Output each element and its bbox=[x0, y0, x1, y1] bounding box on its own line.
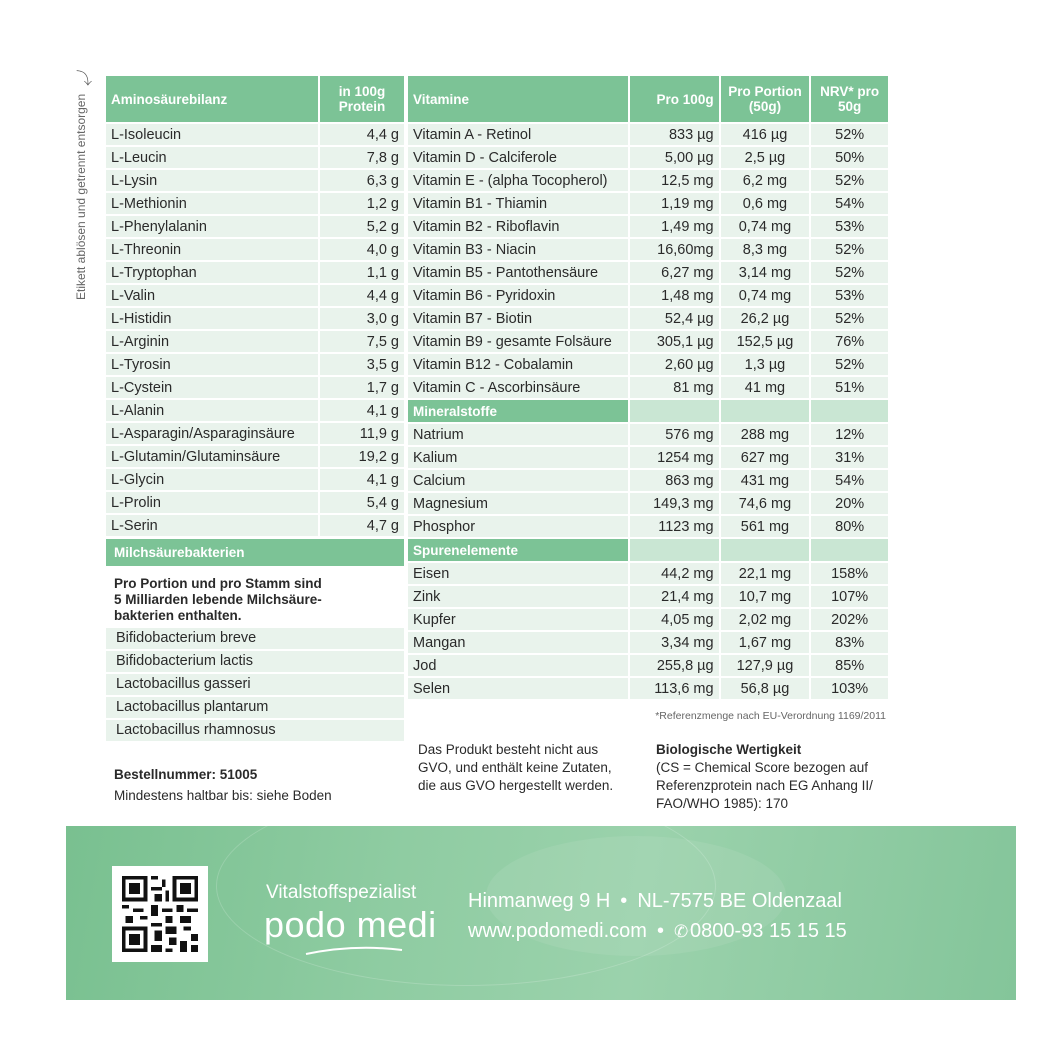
table-row bbox=[408, 493, 888, 514]
section-header-row bbox=[408, 400, 888, 422]
vitamins-portion: 3,14 mg bbox=[721, 262, 810, 283]
list-item: Bifidobacterium lactis bbox=[106, 651, 404, 672]
trace-portion: 22,1 mg bbox=[721, 563, 810, 584]
vitamins-nrv: 53% bbox=[811, 285, 888, 306]
trace-portion: 56,8 µg bbox=[721, 678, 810, 699]
amino-value: 1,7 g bbox=[320, 377, 404, 398]
amino-value: 1,1 g bbox=[320, 262, 404, 283]
bio-body: (CS = Chemical Score bezogen auf Referenzprotein nach EG Anhang II/ FAO/WHO 1985): 170 bbox=[656, 760, 873, 811]
amino-name: L-Glutamin/Glutaminsäure bbox=[106, 446, 318, 467]
trace-name: Kupfer bbox=[408, 609, 628, 630]
table-row bbox=[408, 308, 888, 329]
minerals-per100: 1123 mg bbox=[630, 516, 719, 537]
bacteria-section bbox=[106, 539, 404, 743]
trace-name: Selen bbox=[408, 678, 628, 699]
phone-number[interactable]: 0800-93 15 15 15 bbox=[689, 920, 847, 942]
vitamins-nrv: 50% bbox=[811, 147, 888, 168]
minerals-name: Kalium bbox=[408, 447, 628, 468]
table-row bbox=[106, 193, 404, 214]
vitamin-header-per100: Pro 100g bbox=[630, 76, 719, 122]
trace-per100: 255,8 µg bbox=[630, 655, 719, 676]
table-row bbox=[106, 147, 404, 168]
minerals-name: Natrium bbox=[408, 424, 628, 445]
address-city: NL-7575 BE Oldenzaal bbox=[637, 890, 842, 912]
arrow-icon: ⤵ bbox=[76, 71, 93, 88]
vitamins-name: Vitamin B9 - gesamte Folsäure bbox=[408, 331, 628, 352]
table-row bbox=[408, 655, 888, 676]
table-row bbox=[408, 216, 888, 237]
table-row bbox=[106, 239, 404, 260]
footer-banner bbox=[66, 826, 1016, 1000]
address-line bbox=[468, 890, 842, 913]
amino-name: L-Cystein bbox=[106, 377, 318, 398]
trace-nrv: 103% bbox=[811, 678, 888, 699]
table-row bbox=[106, 262, 404, 283]
table-row bbox=[106, 400, 404, 421]
amino-value: 7,5 g bbox=[320, 331, 404, 352]
vitamins-per100: 1,48 mg bbox=[630, 285, 719, 306]
amino-value: 4,1 g bbox=[320, 400, 404, 421]
trace-portion: 2,02 mg bbox=[721, 609, 810, 630]
minerals-portion: 74,6 mg bbox=[721, 493, 810, 514]
footnote: *Referenzmenge nach EU-Verordnung 1169/2011 bbox=[655, 710, 886, 722]
vitamins-name: Vitamin E - (alpha Tocopherol) bbox=[408, 170, 628, 191]
trace-name: Jod bbox=[408, 655, 628, 676]
table-row bbox=[408, 262, 888, 283]
amino-header-value: in 100g Protein bbox=[320, 76, 404, 122]
vitamins-nrv: 52% bbox=[811, 170, 888, 191]
header-cell-blank bbox=[630, 539, 719, 561]
list-item: Lactobacillus plantarum bbox=[106, 697, 404, 718]
vitamins-portion: 6,2 mg bbox=[721, 170, 810, 191]
amino-name: L-Alanin bbox=[106, 400, 318, 421]
vitamins-nrv: 76% bbox=[811, 331, 888, 352]
vitamins-nrv: 52% bbox=[811, 354, 888, 375]
minerals-nrv: 31% bbox=[811, 447, 888, 468]
minerals-per100: 576 mg bbox=[630, 424, 719, 445]
trace-per100: 113,6 mg bbox=[630, 678, 719, 699]
minerals-per100: 1254 mg bbox=[630, 447, 719, 468]
vitamins-per100: 2,60 µg bbox=[630, 354, 719, 375]
trace-portion: 127,9 µg bbox=[721, 655, 810, 676]
amino-acid-table bbox=[104, 74, 406, 538]
amino-name: L-Serin bbox=[106, 515, 318, 536]
vitamin-mineral-table bbox=[406, 74, 890, 701]
amino-value: 3,5 g bbox=[320, 354, 404, 375]
table-row bbox=[106, 285, 404, 306]
vitamins-name: Vitamin B7 - Biotin bbox=[408, 308, 628, 329]
amino-value: 4,0 g bbox=[320, 239, 404, 260]
amino-value: 5,4 g bbox=[320, 492, 404, 513]
vitamins-name: Vitamin B5 - Pantothensäure bbox=[408, 262, 628, 283]
bio-value bbox=[656, 741, 896, 813]
bacteria-header: Milchsäurebakterien bbox=[106, 539, 404, 566]
vitamin-header-portion: Pro Portion (50g) bbox=[721, 76, 810, 122]
amino-name: L-Phenylalanin bbox=[106, 216, 318, 237]
table-row bbox=[408, 424, 888, 445]
header-cell-blank bbox=[721, 400, 810, 422]
vitamins-nrv: 53% bbox=[811, 216, 888, 237]
trace-header: Spurenelemente bbox=[408, 539, 628, 561]
vitamins-per100: 305,1 µg bbox=[630, 331, 719, 352]
trace-per100: 21,4 mg bbox=[630, 586, 719, 607]
vitamins-nrv: 52% bbox=[811, 308, 888, 329]
amino-value: 11,9 g bbox=[320, 423, 404, 444]
vitamins-name: Vitamin C - Ascorbinsäure bbox=[408, 377, 628, 398]
list-item: Bifidobacterium breve bbox=[106, 628, 404, 649]
amino-value: 19,2 g bbox=[320, 446, 404, 467]
amino-value: 7,8 g bbox=[320, 147, 404, 168]
vitamins-portion: 0,6 mg bbox=[721, 193, 810, 214]
vitamins-portion: 1,3 µg bbox=[721, 354, 810, 375]
table-row bbox=[408, 632, 888, 653]
table-row bbox=[408, 354, 888, 375]
vitamin-header-nrv: NRV* pro 50g bbox=[811, 76, 888, 122]
minerals-per100: 149,3 mg bbox=[630, 493, 719, 514]
table-row bbox=[408, 609, 888, 630]
amino-name: L-Valin bbox=[106, 285, 318, 306]
amino-value: 4,7 g bbox=[320, 515, 404, 536]
table-row bbox=[106, 423, 404, 444]
vitamins-portion: 2,5 µg bbox=[721, 147, 810, 168]
vitamins-per100: 833 µg bbox=[630, 124, 719, 145]
table-row bbox=[408, 239, 888, 260]
vitamins-nrv: 52% bbox=[811, 124, 888, 145]
trace-name: Eisen bbox=[408, 563, 628, 584]
vitamins-per100: 16,60mg bbox=[630, 239, 719, 260]
vitamins-portion: 41 mg bbox=[721, 377, 810, 398]
header-cell-blank bbox=[630, 400, 719, 422]
amino-name: L-Isoleucin bbox=[106, 124, 318, 145]
trace-nrv: 158% bbox=[811, 563, 888, 584]
phone-icon: ✆ bbox=[673, 922, 689, 941]
trace-per100: 3,34 mg bbox=[630, 632, 719, 653]
amino-name: L-Tryptophan bbox=[106, 262, 318, 283]
table-row bbox=[408, 147, 888, 168]
table-row bbox=[106, 216, 404, 237]
trace-nrv: 85% bbox=[811, 655, 888, 676]
amino-name: L-Tyrosin bbox=[106, 354, 318, 375]
vitamins-portion: 26,2 µg bbox=[721, 308, 810, 329]
brand-tagline: Vitalstoffspezialist bbox=[266, 882, 417, 903]
vitamins-per100: 6,27 mg bbox=[630, 262, 719, 283]
table-row bbox=[408, 170, 888, 191]
trace-name: Mangan bbox=[408, 632, 628, 653]
section-header-row bbox=[408, 539, 888, 561]
trace-per100: 4,05 mg bbox=[630, 609, 719, 630]
amino-name: L-Glycin bbox=[106, 469, 318, 490]
amino-value: 4,4 g bbox=[320, 124, 404, 145]
qr-code-icon[interactable] bbox=[112, 866, 208, 962]
vitamins-portion: 0,74 mg bbox=[721, 216, 810, 237]
amino-value: 4,4 g bbox=[320, 285, 404, 306]
minerals-header: Mineralstoffe bbox=[408, 400, 628, 422]
trace-portion: 1,67 mg bbox=[721, 632, 810, 653]
vitamins-name: Vitamin A - Retinol bbox=[408, 124, 628, 145]
trace-nrv: 83% bbox=[811, 632, 888, 653]
trace-per100: 44,2 mg bbox=[630, 563, 719, 584]
vitamins-name: Vitamin B1 - Thiamin bbox=[408, 193, 628, 214]
minerals-name: Magnesium bbox=[408, 493, 628, 514]
table-row bbox=[408, 516, 888, 537]
table-row bbox=[408, 470, 888, 491]
minerals-name: Calcium bbox=[408, 470, 628, 491]
vitamins-name: Vitamin B3 - Niacin bbox=[408, 239, 628, 260]
table-row bbox=[106, 354, 404, 375]
minerals-portion: 561 mg bbox=[721, 516, 810, 537]
table-row bbox=[408, 447, 888, 468]
order-info bbox=[114, 764, 332, 806]
amino-name: L-Threonin bbox=[106, 239, 318, 260]
trace-nrv: 202% bbox=[811, 609, 888, 630]
table-row bbox=[106, 124, 404, 145]
amino-value: 1,2 g bbox=[320, 193, 404, 214]
vitamins-name: Vitamin B12 - Cobalamin bbox=[408, 354, 628, 375]
amino-name: L-Arginin bbox=[106, 331, 318, 352]
bio-title: Biologische Wertigkeit bbox=[656, 742, 802, 757]
trace-portion: 10,7 mg bbox=[721, 586, 810, 607]
minerals-per100: 863 mg bbox=[630, 470, 719, 491]
amino-name: L-Histidin bbox=[106, 308, 318, 329]
list-item: Lactobacillus gasseri bbox=[106, 674, 404, 695]
logo-swoosh-icon bbox=[304, 946, 404, 956]
header-cell-blank bbox=[811, 400, 888, 422]
amino-value: 3,0 g bbox=[320, 308, 404, 329]
order-number: Bestellnummer: 51005 bbox=[114, 767, 258, 782]
table-row bbox=[408, 586, 888, 607]
table-row bbox=[106, 331, 404, 352]
amino-name: L-Methionin bbox=[106, 193, 318, 214]
website-link[interactable]: www.podomedi.com bbox=[468, 920, 647, 942]
header-cell-blank bbox=[721, 539, 810, 561]
trace-name: Zink bbox=[408, 586, 628, 607]
vitamins-nrv: 52% bbox=[811, 239, 888, 260]
vitamins-per100: 12,5 mg bbox=[630, 170, 719, 191]
vitamin-header-name: Vitamine bbox=[408, 76, 628, 122]
minerals-nrv: 54% bbox=[811, 470, 888, 491]
amino-name: L-Asparagin/Asparaginsäure bbox=[106, 423, 318, 444]
table-row bbox=[408, 193, 888, 214]
table-row bbox=[106, 515, 404, 536]
amino-name: L-Lysin bbox=[106, 170, 318, 191]
table-row bbox=[106, 446, 404, 467]
vitamins-nrv: 51% bbox=[811, 377, 888, 398]
table-row bbox=[106, 308, 404, 329]
vitamins-portion: 416 µg bbox=[721, 124, 810, 145]
vitamins-nrv: 52% bbox=[811, 262, 888, 283]
brand-logo: podo medi bbox=[264, 904, 437, 945]
trace-nrv: 107% bbox=[811, 586, 888, 607]
minerals-portion: 627 mg bbox=[721, 447, 810, 468]
vitamins-name: Vitamin B2 - Riboflavin bbox=[408, 216, 628, 237]
header-cell-blank bbox=[811, 539, 888, 561]
vitamins-per100: 1,49 mg bbox=[630, 216, 719, 237]
minerals-nrv: 80% bbox=[811, 516, 888, 537]
minerals-nrv: 12% bbox=[811, 424, 888, 445]
side-note: Etikett ablösen und getrennt entsorgen bbox=[74, 93, 88, 300]
table-row bbox=[408, 331, 888, 352]
bacteria-intro: Pro Portion und pro Stamm sind 5 Milliarden lebende Milchsäure- bakterien enthalten. bbox=[114, 576, 322, 623]
amino-value: 6,3 g bbox=[320, 170, 404, 191]
minerals-portion: 431 mg bbox=[721, 470, 810, 491]
table-row bbox=[106, 170, 404, 191]
vitamins-per100: 81 mg bbox=[630, 377, 719, 398]
vitamins-per100: 5,00 µg bbox=[630, 147, 719, 168]
list-item: Lactobacillus rhamnosus bbox=[106, 720, 404, 741]
minerals-portion: 288 mg bbox=[721, 424, 810, 445]
contact-line bbox=[468, 920, 847, 943]
amino-name: L-Prolin bbox=[106, 492, 318, 513]
table-row bbox=[106, 377, 404, 398]
table-row bbox=[408, 285, 888, 306]
vitamins-portion: 0,74 mg bbox=[721, 285, 810, 306]
bacteria-list bbox=[106, 628, 404, 741]
amino-value: 4,1 g bbox=[320, 469, 404, 490]
vitamins-portion: 152,5 µg bbox=[721, 331, 810, 352]
amino-value: 5,2 g bbox=[320, 216, 404, 237]
vitamins-name: Vitamin B6 - Pyridoxin bbox=[408, 285, 628, 306]
minerals-nrv: 20% bbox=[811, 493, 888, 514]
vitamins-portion: 8,3 mg bbox=[721, 239, 810, 260]
table-row bbox=[106, 469, 404, 490]
table-row bbox=[408, 563, 888, 584]
gvo-statement: Das Produkt besteht nicht aus GVO, und enthält keine Zutaten, die aus GVO hergestellt werden. bbox=[418, 742, 614, 793]
vitamins-per100: 52,4 µg bbox=[630, 308, 719, 329]
shelf-life: Mindestens haltbar bis: siehe Boden bbox=[114, 788, 332, 803]
separator-dot: • bbox=[656, 920, 664, 942]
table-row bbox=[408, 124, 888, 145]
vitamins-name: Vitamin D - Calciferole bbox=[408, 147, 628, 168]
amino-name: L-Leucin bbox=[106, 147, 318, 168]
separator-dot: • bbox=[620, 890, 628, 912]
table-row bbox=[408, 678, 888, 699]
vitamins-nrv: 54% bbox=[811, 193, 888, 214]
address-street: Hinmanweg 9 H bbox=[468, 890, 611, 912]
minerals-name: Phosphor bbox=[408, 516, 628, 537]
amino-header-name: Aminosäurebilanz bbox=[106, 76, 318, 122]
table-row bbox=[408, 377, 888, 398]
table-row bbox=[106, 492, 404, 513]
vitamins-per100: 1,19 mg bbox=[630, 193, 719, 214]
